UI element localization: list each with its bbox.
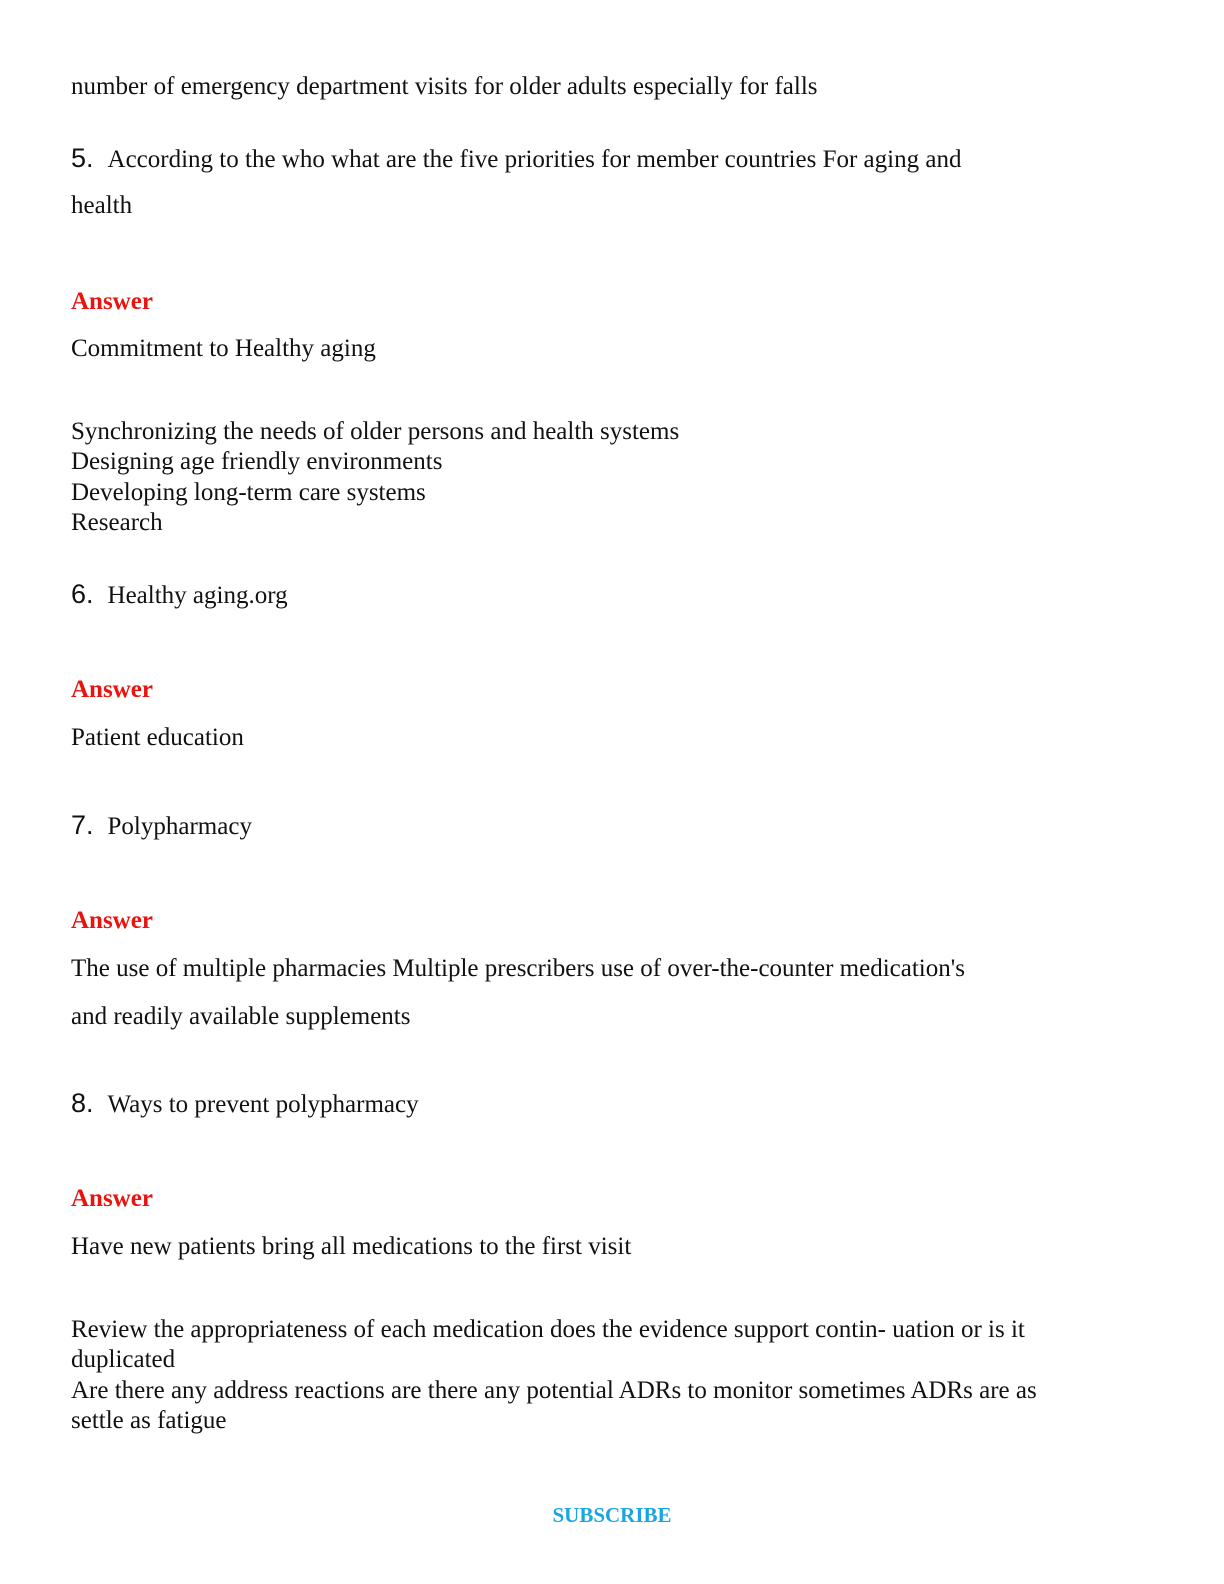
question-7 bbox=[71, 810, 252, 842]
question-number: 6. bbox=[71, 579, 94, 609]
question-8 bbox=[71, 1088, 419, 1120]
list-item: Developing long-term care systems bbox=[71, 479, 426, 506]
question-text: Polypharmacy bbox=[107, 813, 252, 840]
subscribe-link[interactable]: SUBSCRIBE bbox=[552, 1503, 672, 1527]
answer-label: Answer bbox=[71, 676, 153, 703]
answer-text: Patient education bbox=[71, 724, 244, 751]
question-number: 7. bbox=[71, 810, 94, 840]
answer-label: Answer bbox=[71, 288, 153, 315]
intro-line: number of emergency department visits for older adults especially for falls bbox=[71, 73, 818, 100]
answer-label: Answer bbox=[71, 907, 153, 934]
answer-text: Commitment to Healthy aging bbox=[71, 335, 376, 362]
list-item: Synchronizing the needs of older persons and health systems bbox=[71, 418, 680, 445]
question-text: Healthy aging.org bbox=[107, 582, 288, 609]
answer-label: Answer bbox=[71, 1185, 153, 1212]
answer-text: settle as fatigue bbox=[71, 1407, 227, 1434]
question-6 bbox=[71, 579, 288, 611]
question-5 bbox=[71, 143, 961, 175]
answer-text: and readily available supplements bbox=[71, 1003, 411, 1030]
question-text: Ways to prevent polypharmacy bbox=[107, 1091, 419, 1118]
question-text: According to the who what are the five priorities for member countries For aging and bbox=[107, 146, 962, 173]
answer-text: The use of multiple pharmacies Multiple prescribers use of over-the-counter medication's bbox=[71, 955, 965, 982]
list-item: Research bbox=[71, 509, 163, 536]
answer-text: Have new patients bring all medications to the first visit bbox=[71, 1233, 632, 1260]
question-number: 8. bbox=[71, 1088, 94, 1118]
list-item: Designing age friendly environments bbox=[71, 448, 443, 475]
question-number: 5. bbox=[71, 143, 94, 173]
answer-text: duplicated bbox=[71, 1346, 176, 1373]
question-5-continuation: health bbox=[71, 192, 133, 219]
answer-text: Are there any address reactions are there any potential ADRs to monitor sometimes ADRs are as bbox=[71, 1377, 1037, 1404]
answer-text: Review the appropriateness of each medication does the evidence support contin- uation or is it bbox=[71, 1316, 1025, 1343]
